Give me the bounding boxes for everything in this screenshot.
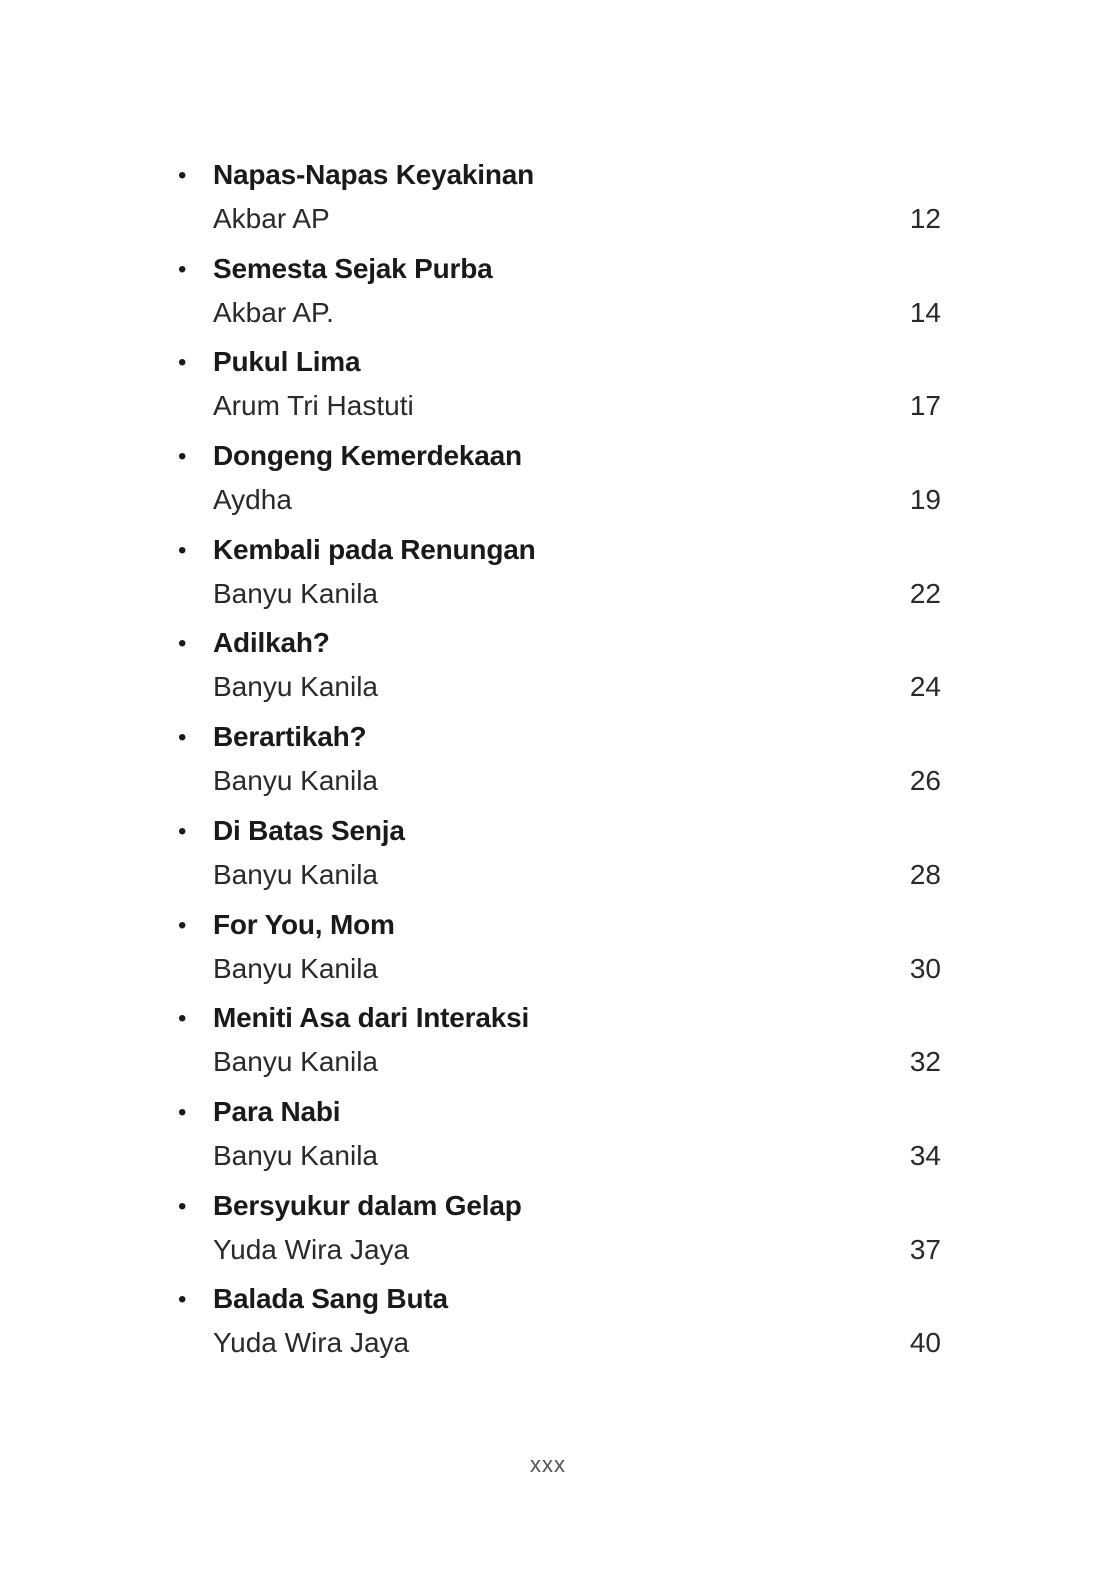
bullet: • xyxy=(178,1192,187,1220)
bullet: • xyxy=(178,1286,187,1314)
entry-author: Banyu Kanila xyxy=(213,577,379,609)
entry-page-number: 32 xyxy=(909,1046,941,1078)
entry-author: Banyu Kanila xyxy=(213,1139,379,1171)
toc-entry xyxy=(0,621,1103,715)
entry-page-number: 12 xyxy=(909,203,941,234)
entry-author: Akbar AP. xyxy=(213,296,334,328)
toc-entry xyxy=(0,340,1103,434)
bullet: • xyxy=(178,443,187,471)
entry-page-number: 40 xyxy=(909,1327,941,1359)
entry-title: Balada Sang Buta xyxy=(213,1283,448,1315)
toc-entry xyxy=(0,434,1103,528)
toc-entry xyxy=(0,247,1103,341)
bullet: • xyxy=(178,255,187,283)
bullet: • xyxy=(178,349,187,377)
toc-entry xyxy=(0,1090,1103,1184)
bullet: • xyxy=(178,911,187,939)
entry-author: Yuda Wira Jaya xyxy=(213,1233,410,1265)
entry-author: Aydha xyxy=(213,484,292,516)
toc-entry xyxy=(0,1184,1103,1278)
entry-title: Bersyukur dalam Gelap xyxy=(213,1189,522,1221)
toc-entry xyxy=(0,809,1103,903)
entry-page-number: 24 xyxy=(909,671,941,703)
toc-entry xyxy=(0,903,1103,997)
entry-author: Banyu Kanila xyxy=(213,952,379,984)
entry-title: Adilkah? xyxy=(213,627,330,659)
bullet: • xyxy=(178,536,187,564)
entry-page-number: 26 xyxy=(909,765,941,797)
entry-page-number: 14 xyxy=(909,296,941,328)
entry-author: Akbar AP xyxy=(213,203,330,234)
entry-title: For You, Mom xyxy=(213,908,395,940)
bullet: • xyxy=(178,162,187,189)
entry-author: Banyu Kanila xyxy=(213,1046,379,1078)
entry-page-number: 34 xyxy=(909,1139,941,1171)
toc-entry xyxy=(0,996,1103,1090)
entry-author: Yuda Wira Jaya xyxy=(213,1327,410,1359)
entry-title: Kembali pada Renungan xyxy=(213,533,536,565)
entry-title: Dongeng Kemerdekaan xyxy=(213,440,522,472)
entry-page-number: 19 xyxy=(909,484,941,516)
bullet: • xyxy=(178,1005,187,1033)
entry-title: Pukul Lima xyxy=(213,346,361,378)
bullet: • xyxy=(178,1098,187,1126)
entry-title: Semesta Sejak Purba xyxy=(213,252,493,284)
bullet: • xyxy=(178,817,187,845)
bullet: • xyxy=(178,724,187,752)
entry-title: Berartikah? xyxy=(213,721,367,753)
entry-page-number: 22 xyxy=(909,577,941,609)
entry-page-number: 28 xyxy=(909,858,941,890)
page-folio: xxx xyxy=(530,1452,566,1477)
entry-author: Banyu Kanila xyxy=(213,671,379,703)
toc-entry xyxy=(0,153,1103,247)
entry-author: Arum Tri Hastuti xyxy=(213,390,414,422)
entry-title: Di Batas Senja xyxy=(213,814,405,846)
toc-entry xyxy=(0,715,1103,809)
entry-title: Meniti Asa dari Interaksi xyxy=(213,1002,530,1034)
bullet: • xyxy=(178,630,187,658)
entry-page-number: 30 xyxy=(909,952,941,984)
toc-entry xyxy=(0,1277,1103,1371)
entry-author: Banyu Kanila xyxy=(213,858,379,890)
entry-page-number: 17 xyxy=(909,390,941,422)
entry-page-number: 37 xyxy=(909,1233,941,1265)
entry-title: Napas-Napas Keyakinan xyxy=(213,159,535,190)
entry-title: Para Nabi xyxy=(213,1095,341,1127)
toc-entry xyxy=(0,528,1103,622)
entry-author: Banyu Kanila xyxy=(213,765,379,797)
table-of-contents xyxy=(0,153,1103,1371)
